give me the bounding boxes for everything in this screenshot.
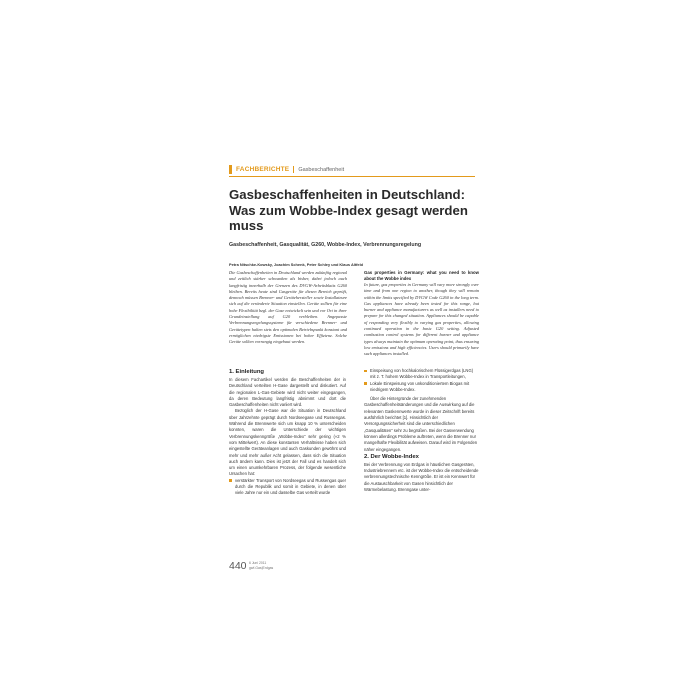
abstract-english-heading: Gas properties in Germany: what you need to know about the Wobbe index [364,270,479,281]
footer-issue: 6 Juni 2011 [249,561,267,565]
section-marker [229,165,232,174]
page-number: 440 [229,560,247,572]
cause-list [229,478,346,497]
body-column-right [364,368,479,493]
abstract-english-text: In future, gas properties in Germany will vary more strongly over time and from one region to another, though they will remain within the limits specified by DVGW Code G260 in the long term. Gas appliances have already been tested for this range, but burner and appliance manufacturers as well as installers need to prepare for this changed situation. Appliances should be capable of responding very flexibly to varying gas properties, allowing continued operation in the basic G20 setting. Adjusted combustion control systems for different burner and appliance types always maintain the optimum operating point, thus ensuring low emissions and high efficiencies. Users should primarily have such appliances installed. [364,282,479,357]
section-1-heading: 1. Einleitung [229,369,265,375]
body-column-left [229,368,346,497]
section-1-paragraph-2: Bezüglich der H-Gase war die Situation in Deutschland über Jahrzehnte geprägt durch Nordseegase und Russengas. Während die Brennwerte sich um knapp 10 % unterscheiden konnten, waren die Unterschiede der wichtigen Verbrennungskenngröße „Wobbe-Index“ sehr gering (»2 % vom Mittelwert). An diese konstanten Verhältnisse haben sich eingestellte Geräteanlagen und auch Gaskunden gewöhnt und mehr und mehr außer Acht gelassen, dass sich die Situation auch ändern kann. Dies ist jetzt der Fall und es handelt sich um einen unumkehrbaren Prozess, der folgende wesentliche Ursachen hat: [229,408,346,477]
section-label: FACHBERICHTE [236,166,290,173]
header-rule [229,176,475,177]
title-line-1: Gasbeschaffenheiten in Deutschland: [229,187,465,202]
right-paragraph-1: Über die Hintergründe der zunehmenden Gasbeschaffenheitsänderungen und die Auswirkung auf die relevanten Gaskennwerte wurde in dieser Zeitschrift bereits ausführlich berichtet [1]. Hinsichtlich der Versorgungssicherheit sind die unterschiedlichen „Gasqualitäten“ sehr zu begrüßen. Bei der Gasverwendung können allerdings Probleme auftreten, wenn die Brenner nur mangelhafte Flexibilität aufweisen. Darauf wird im Folgenden näher eingegangen. [364,396,478,452]
cause-list-item: Lokale Einspeisung von unkonditioniertem Biogas mit niedrigem Wobbe-Index. [364,381,479,394]
cause-list-continued [364,368,479,393]
article-authors: Petra Nitschke-Kowsky, Joachim Schenk, Peter Schley und Klaus Altfeld [229,262,364,267]
section-2-paragraph-1: Bei der Verbrennung von Erdgas in häuslichen Gasgeräten, Industriebrennern etc. ist der Wobbe-Index die entscheidende verbrennungstechnische Kenngröße. Er ist ein Kennwert für die Austauschbarkeit von Gasen hinsichtlich der Wärmebelastung. Brenngase unter- [364,461,479,493]
cause-list-item: Einspeisung von hochkalorischem Flüssigerdgas (LNG) mit z. T. hohem Wobbe-Index in Transportleitungen, [364,368,479,381]
cause-list-item: verstärkter Transport von Nordseegas und Russengas quer durch die Republik und somit in Gebiete, in denen über viele Jahre nur ein und dasselbe Gas verteilt wurde [229,478,346,497]
article-keywords: Gasbeschaffenheit, Gasqualität, G260, Wobbe-Index, Verbrennungsregelung [229,242,422,248]
title-line-3: muss [229,218,264,233]
abstract-german [229,270,347,346]
section-separator [293,166,294,173]
section-1-paragraph-1: In diesem Fachartikel werden die Beschaffenheiten der in Deutschland verteilten H-Gase dargestellt und diskutiert. Auf die regionalen L-Gas-Gebiete wird nicht weiter eingegangen, da deren Bedeutung langfristig abnimmt und dort die Gasbeschaffenheiten nicht variiert wird. [229,377,346,408]
section-header [229,165,479,174]
abstract-german-text: Die Gasbeschaffenheiten in Deutschland werden zukünftig regional und zeitlich stärker schwanken als bisher, dabei jedoch auch langfristig innerhalb der Grenzen des DVGW-Arbeitsblatts G260 bleiben. Bereits heute sind Gasgeräte für diesen Bereich geprüft, dennoch müssen Brenner- und Gerätehersteller sowie Installateure sich auf die veränderte Situation einstellen. Geräte sollten für eine hohe Flexibilität bzgl. der Gase entwickelt sein und vor Ort in ihrer Grundeinstellung auf G20 verbleiben. Angepasste Verbrennungsregelungssysteme für verschiedene Brenner- und Gerätetypen halten stets den optimalen Betriebspunkt konstant und ermöglichen niedrigste Emissionen bei hoher Effizienz. Solche Geräte sollten vorrangig eingebaut werden. [229,270,347,345]
footer-journal: gwf-Gas|Erdgas [249,566,274,570]
section-2-heading: 2. Der Wobbe-Index [364,453,419,460]
abstract-english [364,270,479,358]
page-footer [229,560,349,574]
title-line-2: Was zum Wobbe-Index gesagt werden [229,202,468,218]
section-topic: Gasbeschaffenheit [298,166,345,173]
article-title [229,187,479,234]
